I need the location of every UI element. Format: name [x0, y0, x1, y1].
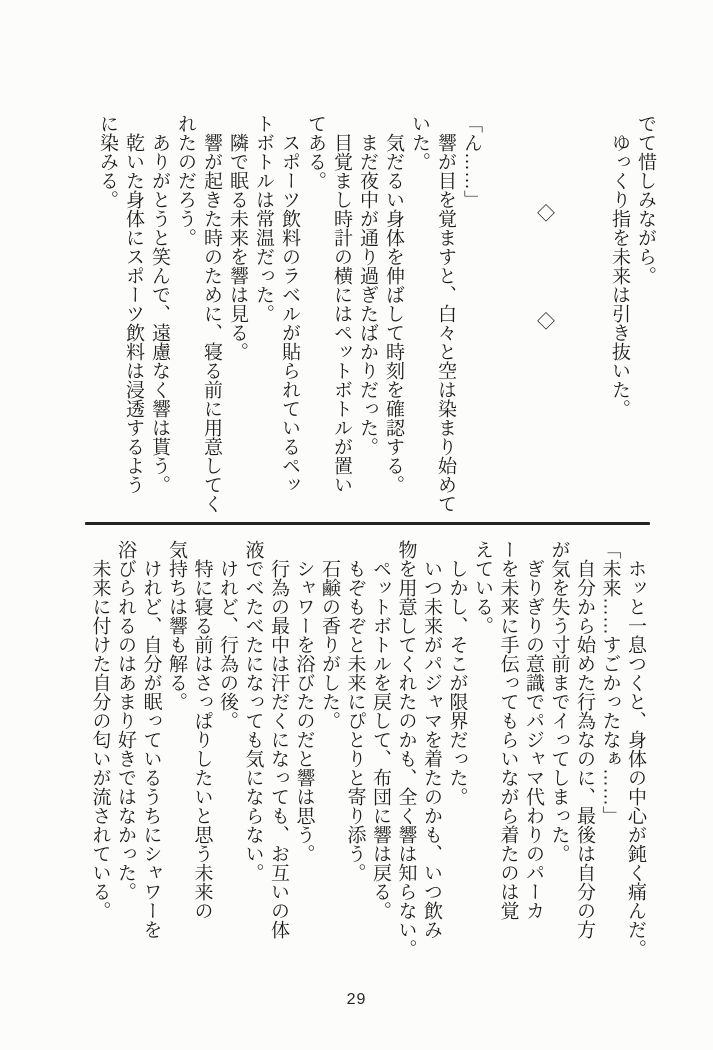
- text-column: しかし、そこが限界だった。: [446, 540, 468, 806]
- text-column: いつ未来がパジャマを着たのかも、いつ飲み: [421, 540, 442, 939]
- text-column: まだ夜中が通り過ぎたばかりだった。: [357, 114, 378, 456]
- diamond-divider-column: ◇ ◇: [535, 114, 555, 330]
- text-column: に染みる。: [97, 114, 118, 209]
- text-column: 隣で眠る未来を響は見る。: [227, 114, 248, 361]
- text-column: が気を失う寸前までイってしまった。: [548, 540, 570, 863]
- text-column: 浴びられるのはあまり好きではなかった。: [115, 540, 136, 901]
- top-text-block: [94, 114, 658, 524]
- text-column: 液でべたべたになっても気にならない。: [242, 540, 264, 882]
- text-column: 石鹸の香りがした。: [319, 540, 340, 730]
- text-column: ーを未来に手伝ってもらいながら着たのは覚: [497, 540, 519, 920]
- text-column: もぞもぞと未来にぴとりと寄り添う。: [344, 540, 366, 882]
- text-column: トボトルは常温だった。: [253, 114, 274, 323]
- section-divider: [85, 522, 650, 525]
- text-column: ありがとうと笑んで、遠慮なく響は貰う。: [149, 114, 170, 494]
- text-column: けれど、行為の後。: [217, 540, 238, 730]
- text-column: ペットボトルを戻して、布団に響は戻る。: [370, 540, 391, 920]
- text-column: でて惜しみながら。: [635, 114, 656, 285]
- text-column: 「未来……すごかったなぁ……」: [599, 540, 621, 825]
- text-column: 自分から始めた行為なのに、最後は自分の方: [574, 540, 595, 939]
- text-column: シャワーを浴びたのだと響は思う。: [293, 540, 315, 863]
- text-column: 乾いた身体にスポーツ飲料は浸透するよう: [123, 114, 144, 494]
- text-column: スポーツ飲料のラベルが貼られているペッ: [279, 114, 300, 494]
- text-column: 響が目を覚ますと、白々と空は染まり始めて: [435, 114, 456, 513]
- text-column: けれど、自分が眠っているうちにシャワーを: [140, 540, 162, 939]
- text-column: 物を用意してくれたのかも、全く響は知らない。: [395, 540, 417, 958]
- bottom-text-block: [87, 540, 648, 966]
- text-column: 行為の最中は汗だくになっても、お互いの体: [268, 540, 289, 939]
- text-column: いた。: [409, 114, 430, 171]
- text-column: ぎりぎりの意識でパジャマ代わりのパーカ: [523, 540, 544, 920]
- text-column: 気だるい身体を伸ばして時刻を確認する。: [383, 114, 404, 494]
- text-column: てある。: [305, 114, 326, 190]
- text-column: れたのだろう。: [175, 114, 196, 247]
- text-column: 響が起きた時のために、寝る前に用意してく: [201, 114, 222, 513]
- text-column: 「ん……」: [461, 114, 482, 209]
- text-column: ゆっくり指を未来は引き抜いた。: [609, 114, 630, 418]
- text-column: 特に寝る前はさっぱりしたいと思う未来の: [191, 540, 213, 920]
- text-column: 目覚まし時計の横にはペットボトルが置い: [331, 114, 352, 494]
- text-column: 気持ちは響も解る。: [166, 540, 187, 711]
- text-column: ホッと一息つくと、身体の中心が鈍く痛んだ。: [625, 540, 646, 958]
- text-column: 未来に付けた自分の匂いが流されている。: [89, 540, 111, 920]
- page-number: 29: [346, 991, 367, 1008]
- text-column: えている。: [472, 540, 493, 635]
